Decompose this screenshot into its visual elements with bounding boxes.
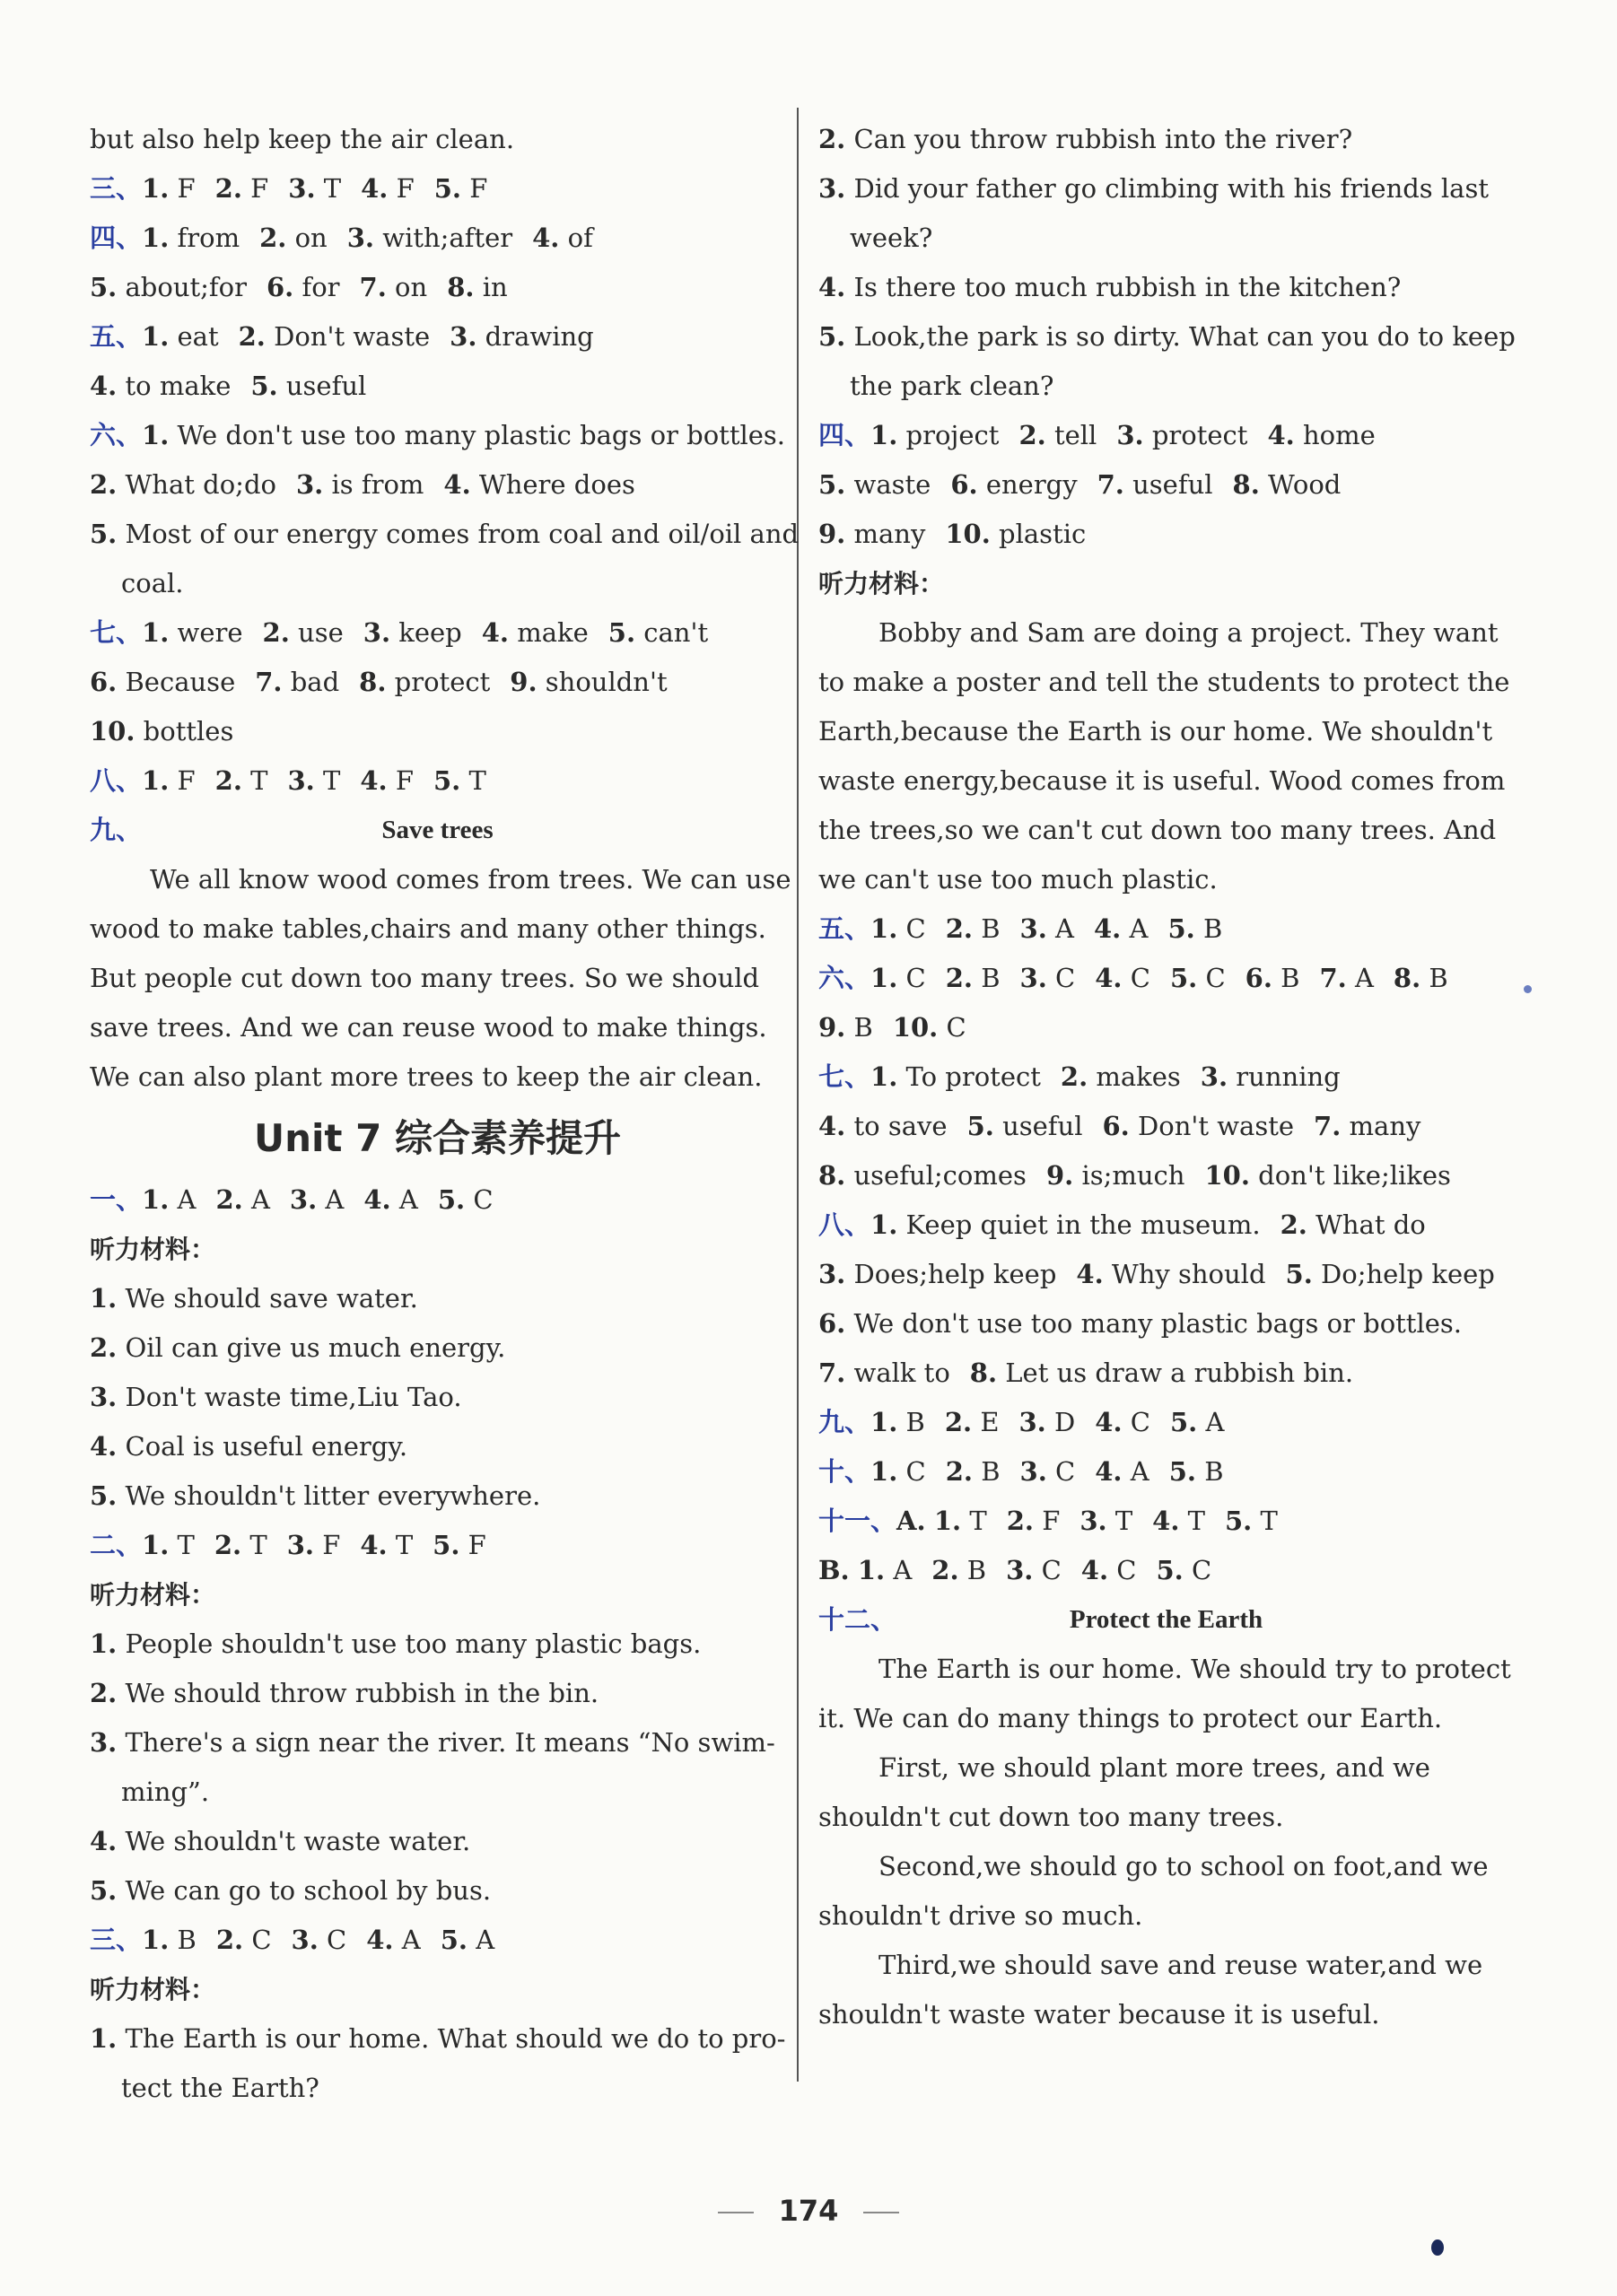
essay-line: shouldn't drive so much.	[818, 1900, 1143, 1931]
answer-line: 一、1. A 2. A 3. A 4. A 5. C	[90, 1184, 494, 1215]
answer-line: 三、1. B 2. C 3. C 4. A 5. A	[90, 1925, 495, 1955]
section-number: 九、	[90, 815, 143, 845]
listening-label: 听力材料：	[90, 1235, 216, 1264]
essay-heading-line	[818, 1595, 1514, 1645]
section-number: 十、	[818, 1456, 871, 1487]
section-number: 十二、	[818, 1604, 897, 1635]
essay-line: shouldn't cut down too many trees.	[818, 1802, 1284, 1832]
essay-line: it. We can do many things to protect our Earth.	[818, 1703, 1443, 1733]
answer-line: 9. many 10. plastic	[818, 519, 1087, 549]
answer-line: coal.	[121, 568, 184, 598]
answer-line: 6. We don't use too many plastic bags or bottles.	[818, 1308, 1462, 1339]
answer-line: 四、1. project 2. tell 3. protect 4. home	[818, 420, 1376, 450]
listening-label: 听力材料：	[90, 1580, 216, 1610]
passage-line: Bobby and Sam are doing a project. They want	[878, 617, 1499, 648]
page-number-text: 174	[778, 2194, 839, 2228]
listening-line: 4. Is there too much rubbish in the kitchen?	[818, 272, 1402, 302]
essay-line: We can also plant more trees to keep the air clean.	[90, 1061, 763, 1092]
passage-line: Earth,because the Earth is our home. We shouldn't	[818, 716, 1493, 746]
listening-line: week?	[850, 223, 933, 253]
section-number: 一、	[90, 1184, 143, 1215]
essay-title: Save trees	[381, 816, 494, 844]
listening-line: 5. We can go to school by bus.	[90, 1875, 492, 1906]
section-number: 六、	[818, 963, 871, 993]
section-number: 六、	[90, 420, 143, 450]
listening-line: 4. We shouldn't waste water.	[90, 1826, 471, 1856]
section-number: 七、	[90, 617, 143, 648]
listening-line: ming”.	[121, 1777, 210, 1807]
answer-line: 6. Because 7. bad 8. protect 9. shouldn't	[90, 667, 668, 697]
listening-line: 1. People shouldn't use too many plastic bags.	[90, 1628, 702, 1659]
answer-line: 六、1. C 2. B 3. C 4. C 5. C 6. B 7. A 8. B	[818, 963, 1448, 993]
essay-line: wood to make tables,chairs and many other things.	[90, 913, 766, 944]
ink-dot-mark	[1524, 985, 1532, 993]
right-column	[818, 115, 1514, 2039]
section-number: 五、	[90, 321, 143, 352]
answer-line: 8. useful;comes 9. is;much 10. don't like;likes	[818, 1160, 1451, 1191]
listening-line: 3. Did your father go climbing with his friends last	[818, 173, 1490, 204]
unit-title: Unit 7 综合素养提升	[254, 1116, 621, 1160]
answer-line: 10. bottles	[90, 716, 234, 746]
answer-line: 三、1. F 2. F 3. T 4. F 5. F	[90, 173, 488, 204]
listening-line: the park clean?	[850, 371, 1054, 401]
section-number: 八、	[818, 1209, 871, 1240]
answer-line: 十、1. C 2. B 3. C 4. A 5. B	[818, 1456, 1224, 1487]
page-number	[0, 2194, 1617, 2228]
essay-line: The Earth is our home. We should try to protect	[878, 1654, 1511, 1684]
section-number: 八、	[90, 765, 143, 796]
answer-line: 4. to save 5. useful 6. Don't waste 7. many	[818, 1111, 1421, 1141]
section-number: 四、	[818, 420, 871, 450]
listening-label: 听力材料：	[818, 569, 945, 598]
passage-line: waste energy,because it is useful. Wood comes from	[818, 765, 1506, 796]
essay-line: save trees. And we can reuse wood to make things.	[90, 1012, 767, 1043]
ink-dot-mark	[1431, 2239, 1444, 2256]
answer-line: 3. Does;help keep 4. Why should 5. Do;help keep	[818, 1259, 1495, 1289]
answer-line: 9. B 10. C	[818, 1012, 966, 1043]
section-number: 三、	[90, 1925, 143, 1955]
column-divider	[797, 108, 799, 2082]
answer-line: B. 1. A 2. B 3. C 4. C 5. C	[818, 1555, 1212, 1585]
page-number-dash	[718, 2212, 754, 2213]
listening-line: 2. Oil can give us much energy.	[90, 1332, 506, 1363]
answer-line: 5. waste 6. energy 7. useful 8. Wood	[818, 469, 1342, 500]
essay-line: First, we should plant more trees, and we	[878, 1752, 1430, 1783]
answer-line: 六、1. We don't use too many plastic bags or bottles.	[90, 420, 786, 450]
essay-line: We all know wood comes from trees. We can use	[150, 864, 791, 895]
passage-line: we can't use too much plastic.	[818, 864, 1218, 895]
text-line: but also help keep the air clean.	[90, 124, 515, 154]
listening-label: 听力材料：	[90, 1975, 216, 2004]
essay-title: Protect the Earth	[1069, 1605, 1263, 1634]
essay-line: shouldn't waste water because it is useful.	[818, 1999, 1380, 2030]
answer-line: 八、1. F 2. T 3. T 4. F 5. T	[90, 765, 486, 796]
listening-line: 3. There's a sign near the river. It means “No swim-	[90, 1727, 775, 1758]
answer-line: 八、1. Keep quiet in the museum. 2. What do	[818, 1209, 1426, 1240]
answer-line: 七、1. were 2. use 3. keep 4. make 5. can't	[90, 617, 709, 648]
section-number: 三、	[90, 173, 143, 204]
listening-line: 1. The Earth is our home. What should we do to pro-	[90, 2023, 786, 2054]
listening-line: tect the Earth?	[121, 2073, 319, 2103]
answer-line: 五、1. eat 2. Don't waste 3. drawing	[90, 321, 594, 352]
essay-heading-line	[90, 806, 785, 855]
section-number: 五、	[818, 913, 871, 944]
answer-line: 5. about;for 6. for 7. on 8. in	[90, 272, 508, 302]
listening-line: 3. Don't waste time,Liu Tao.	[90, 1382, 462, 1412]
answer-line: 十一、A. 1. T 2. F 3. T 4. T 5. T	[818, 1506, 1278, 1536]
answer-line: 四、1. from 2. on 3. with;after 4. of	[90, 223, 593, 253]
listening-line: 1. We should save water.	[90, 1283, 418, 1314]
listening-line: 5. Look,the park is so dirty. What can you do to keep	[818, 321, 1516, 352]
section-number: 二、	[90, 1530, 143, 1560]
section-number: 七、	[818, 1061, 871, 1092]
essay-line: Third,we should save and reuse water,and we	[878, 1950, 1483, 1980]
answer-line: 九、1. B 2. E 3. D 4. C 5. A	[818, 1407, 1225, 1437]
answer-line: 五、1. C 2. B 3. A 4. A 5. B	[818, 913, 1223, 944]
passage-line: to make a poster and tell the students to protect the	[818, 667, 1510, 697]
section-number: 四、	[90, 223, 143, 253]
listening-line: 2. Can you throw rubbish into the river?	[818, 124, 1353, 154]
answer-line: 7. walk to 8. Let us draw a rubbish bin.	[818, 1358, 1354, 1388]
essay-line: Second,we should go to school on foot,and we	[878, 1851, 1489, 1881]
section-number: 十一、	[818, 1506, 897, 1536]
answer-line: 七、1. To protect 2. makes 3. running	[818, 1061, 1341, 1092]
listening-line: 2. We should throw rubbish in the bin.	[90, 1678, 599, 1708]
answer-line: 二、1. T 2. T 3. F 4. T 5. F	[90, 1530, 486, 1560]
passage-line: the trees,so we can't cut down too many trees. And	[818, 815, 1497, 845]
listening-line: 5. We shouldn't litter everywhere.	[90, 1480, 541, 1511]
answer-line: 5. Most of our energy comes from coal and oil/oil and	[90, 519, 800, 549]
listening-line: 4. Coal is useful energy.	[90, 1431, 408, 1462]
answer-line: 4. to make 5. useful	[90, 371, 367, 401]
page-number-dash	[863, 2212, 899, 2213]
section-number: 九、	[818, 1407, 871, 1437]
left-column	[90, 115, 800, 2113]
essay-line: But people cut down too many trees. So we should	[90, 963, 760, 993]
answer-line: 2. What do;do 3. is from 4. Where does	[90, 469, 635, 500]
